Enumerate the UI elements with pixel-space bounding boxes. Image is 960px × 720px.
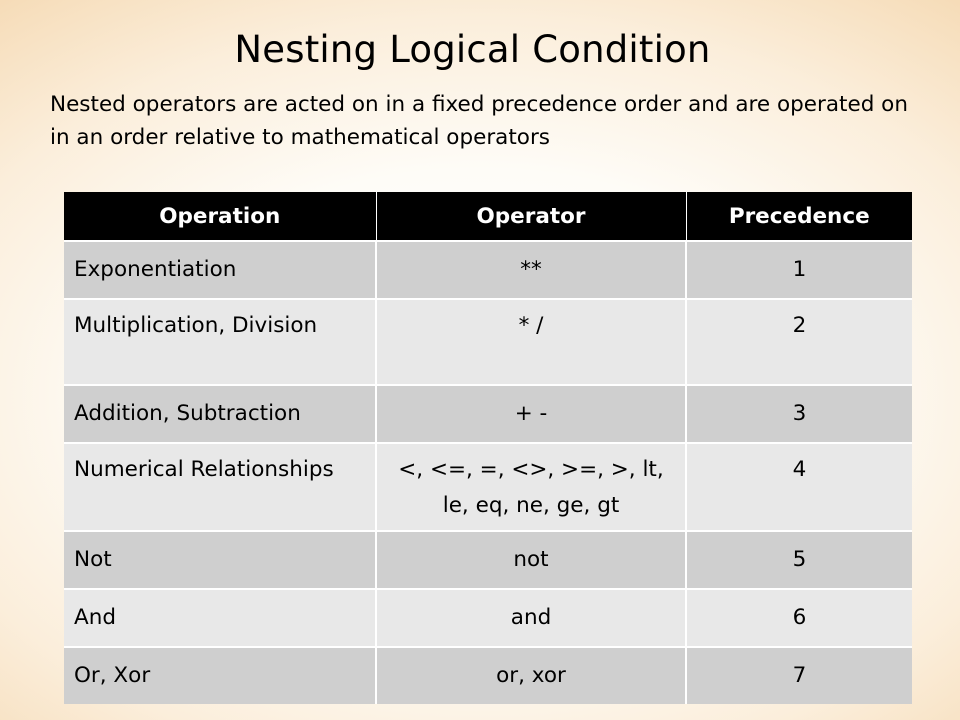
table-row — [64, 443, 912, 531]
table-row — [64, 241, 912, 299]
header-operation: Operation — [64, 192, 376, 241]
table-row — [64, 589, 912, 647]
operation-cell: Multiplication, Division — [64, 299, 376, 385]
precedence-cell: 1 — [686, 241, 912, 299]
precedence-cell: 7 — [686, 647, 912, 704]
precedence-table — [64, 192, 912, 704]
header-precedence: Precedence — [686, 192, 912, 241]
operator-cell: or, xor — [376, 647, 686, 704]
table-row — [64, 385, 912, 443]
table-row — [64, 299, 912, 385]
slide-title: Nesting Logical Condition — [234, 28, 711, 71]
table-row — [64, 531, 912, 589]
slide-subtitle: Nested operators are acted on in a fixed precedence order and are operated on in an order relative to mathematical operators — [50, 92, 908, 150]
operation-cell: Addition, Subtraction — [64, 385, 376, 443]
table-header-row — [64, 192, 912, 241]
operation-cell: Or, Xor — [64, 647, 376, 704]
table-row — [64, 647, 912, 704]
operation-cell: And — [64, 589, 376, 647]
precedence-cell: 4 — [686, 443, 912, 531]
operation-cell: Numerical Relationships — [64, 443, 376, 531]
precedence-cell: 6 — [686, 589, 912, 647]
operation-cell: Not — [64, 531, 376, 589]
precedence-cell: 5 — [686, 531, 912, 589]
operator-cell: * / — [376, 299, 686, 385]
precedence-cell: 3 — [686, 385, 912, 443]
operator-cell: + - — [376, 385, 686, 443]
operator-cell: <, <=, =, <>, >=, >, lt, le, eq, ne, ge, gt — [376, 443, 686, 531]
operator-cell: not — [376, 531, 686, 589]
precedence-cell: 2 — [686, 299, 912, 385]
operator-cell: ** — [376, 241, 686, 299]
operation-cell: Exponentiation — [64, 241, 376, 299]
operator-cell: and — [376, 589, 686, 647]
header-operator: Operator — [376, 192, 686, 241]
